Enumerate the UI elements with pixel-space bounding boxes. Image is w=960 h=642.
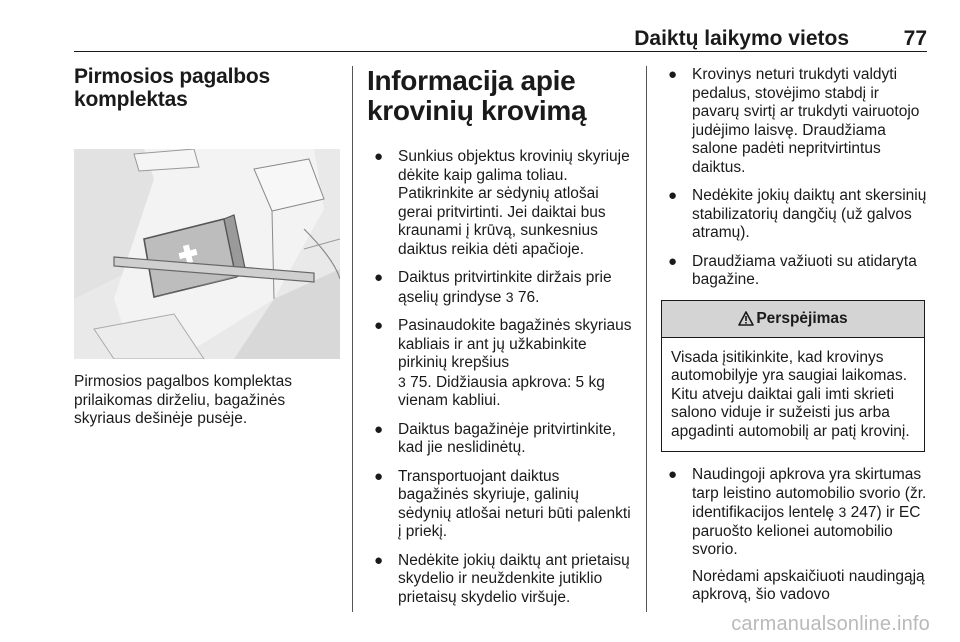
right-column bbox=[661, 66, 927, 605]
bullet-dot-icon: ● bbox=[668, 466, 678, 483]
warning-header bbox=[662, 301, 924, 338]
page-reference[interactable]: 247) bbox=[850, 504, 882, 521]
bullet-dot-icon: ● bbox=[374, 551, 384, 569]
bullet-dot-icon: ● bbox=[374, 317, 384, 335]
header-rule bbox=[74, 51, 927, 52]
bullet-dot-icon: ● bbox=[668, 252, 678, 270]
list-item: ● Draudžiama važiuoti su atidaryta bagažine. bbox=[668, 252, 917, 288]
warning-box bbox=[661, 300, 925, 453]
list-item: ● Daiktus pritvirtinkite diržais prie ąselių grindyse 3 76. bbox=[374, 269, 612, 306]
cargo-bullet-list bbox=[661, 66, 927, 290]
page-header bbox=[0, 22, 927, 52]
loading-bullet-list bbox=[367, 148, 633, 607]
list-item: ● Nedėkite jokių daiktų ant skersinių stabilizatorių dangčių (už galvos atramų). bbox=[668, 187, 927, 241]
bullet-dot-icon: ● bbox=[668, 187, 678, 204]
list-item: ● Krovinys neturi trukdyti valdyti pedalus, stovėjimo stabdį ir pavarų svirtį ar trukdyti vairuotojo judėjimo laisvę. Draudžiama salone padėti nepritvirtintus daiktus. bbox=[668, 66, 920, 176]
page-reference[interactable]: 76. bbox=[517, 288, 540, 306]
first-aid-kit-illustration bbox=[74, 149, 340, 359]
payload-note: Norėdami apskaičiuoti naudingąją apkrovą, šio vadovo bbox=[692, 567, 925, 603]
list-item: ● Transportuojant daiktus bagažinės skyriuje, galinių sėdynių atlošai neturi būti palenkti į priekį. bbox=[374, 467, 631, 541]
first-aid-heading: Pirmosios pagalbos komplektas bbox=[74, 65, 270, 111]
warning-triangle-icon bbox=[738, 311, 754, 326]
page-reference[interactable]: 75. bbox=[410, 373, 432, 391]
bullet-dot-icon: ● bbox=[374, 148, 384, 166]
bullet-dot-icon: ● bbox=[374, 420, 384, 438]
bullet-dot-icon: ● bbox=[668, 66, 678, 83]
page-reference-icon[interactable]: 3 bbox=[398, 373, 406, 390]
list-item: ● Daiktus bagažinėje pritvirtinkite, kad jie neslidinėtų. bbox=[374, 420, 616, 457]
middle-column bbox=[367, 66, 633, 617]
left-column bbox=[74, 66, 340, 429]
warning-title: Perspėjimas bbox=[756, 309, 848, 327]
watermark: carmanualsonline.info bbox=[731, 613, 930, 635]
payload-bullet-list bbox=[661, 466, 927, 560]
loading-info-heading: Informacija apie krovinių krovimą bbox=[367, 65, 587, 127]
section-title: Daiktų laikymo vietos bbox=[634, 27, 849, 50]
bullet-dot-icon: ● bbox=[374, 467, 384, 485]
page-reference-icon[interactable]: 3 bbox=[505, 288, 514, 305]
list-item: ● Pasinaudokite bagažinės skyriaus kabliais ir ant jų užkabinkite pirkinių krepšius 3 75. Didžiausia apkrova: 5 kg vienam kabliui. bbox=[374, 317, 632, 410]
page-number: 77 bbox=[903, 27, 927, 50]
column-divider-left bbox=[352, 66, 353, 612]
column-divider-right bbox=[646, 66, 647, 612]
list-item: ● Nedėkite jokių daiktų ant prietaisų skydelio ir neuždenkite jutiklio prietaisų skydelio viršuje. bbox=[374, 551, 630, 606]
list-item: ● Sunkius objektus krovinių skyriuje dėkite kaip galima toliau. Patikrinkite ar sėdynių atlošai gerai pritvirtinti. Jei daiktai bus kraunami į krūvą, sunkesnius daiktus reikia dėti apačioje. bbox=[374, 148, 630, 258]
first-aid-caption: Pirmosios pagalbos komplektas prilaikomas dirželiu, bagažinės skyriaus dešinėje pusėje. bbox=[74, 373, 292, 428]
list-item: ● Naudingoji apkrova yra skirtumas tarp leistino automobilio svorio (žr. identifikacijos lentelę 3 247) ir EC paruošto kelionei automobilio svorio. bbox=[668, 466, 927, 558]
bullet-dot-icon: ● bbox=[374, 269, 384, 287]
warning-text: Visada įsitikinkite, kad krovinys automobilyje yra saugiai laikomas. Kitu atveju daiktai gali imti skrieti salono viduje ir sužeisti jus arba apgadinti automobilį ar patį krovinį. bbox=[671, 348, 910, 440]
page-reference-icon[interactable]: 3 bbox=[838, 504, 847, 520]
